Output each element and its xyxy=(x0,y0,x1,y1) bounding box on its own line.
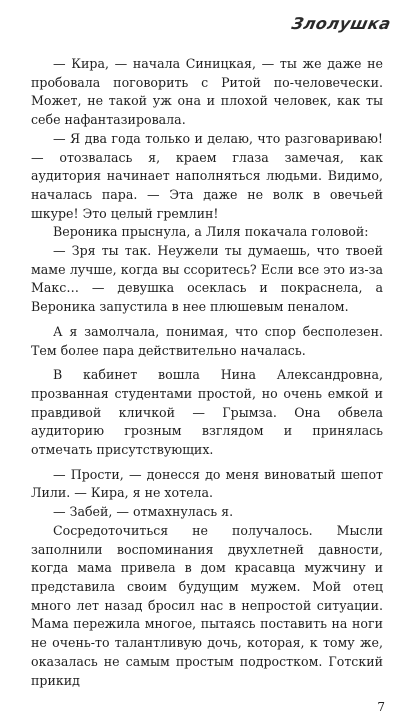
page-text xyxy=(31,55,383,690)
paragraph: В кабинет вошла Нина Александровна, прозванная студентами простой, но очень емкой и правдивой кличкой — Грымза. Она обвела аудиторию грозным взглядом и принялась отмечать присутствующих. xyxy=(31,367,383,458)
paragraph: — Зря ты так. Неужели ты думаешь, что твоей маме лучше, когда вы ссоритесь? Если все это из-за Макс… — девушка осеклась и покраснела, а Вероника запустила в нее плюшевым пеналом. xyxy=(31,243,383,315)
paragraph: Вероника прыснула, а Лиля покачала головой: xyxy=(53,224,369,240)
page-number: 7 xyxy=(377,700,385,714)
book-title-logo: Злолушка xyxy=(290,14,394,33)
paragraph: — Забей, — отмахнулась я. xyxy=(53,504,234,520)
paragraph: А я замолчала, понимая, что спор бесполезен. Тем более пара действительно началась. xyxy=(31,323,383,358)
paragraph: — Кира, — начала Синицкая, — ты же даже не пробовала поговорить с Ритой по-человечески. Может, не такой уж она и плохой человек, как ты себе нафантазировала. xyxy=(31,56,383,128)
paragraph: Сосредоточиться не получалось. Мысли заполнили воспоминания двухлетней давности, когда мама привела в дом красавца мужчину и представила своим будущим мужем. Мой отец много лет назад бросил нас в непростой ситуации. Мама пережила многое, пытаясь поставить на ноги не очень-то талантливую дочь, которая, к тому же, оказалась не самым простым подростком. Готский прикид xyxy=(31,522,383,688)
paragraph: — Я два года только и делаю, что разговариваю! — отозвалась я, краем глаза замечая, как аудитория начинает наполняться людьми. Видимо, началась пара. — Эта даже не волк в овечьей шкуре! Это целый гремлин! xyxy=(31,130,383,221)
paragraph: — Прости, — донесся до меня виноватый шепот Лили. — Кира, я не хотела. xyxy=(31,466,383,501)
